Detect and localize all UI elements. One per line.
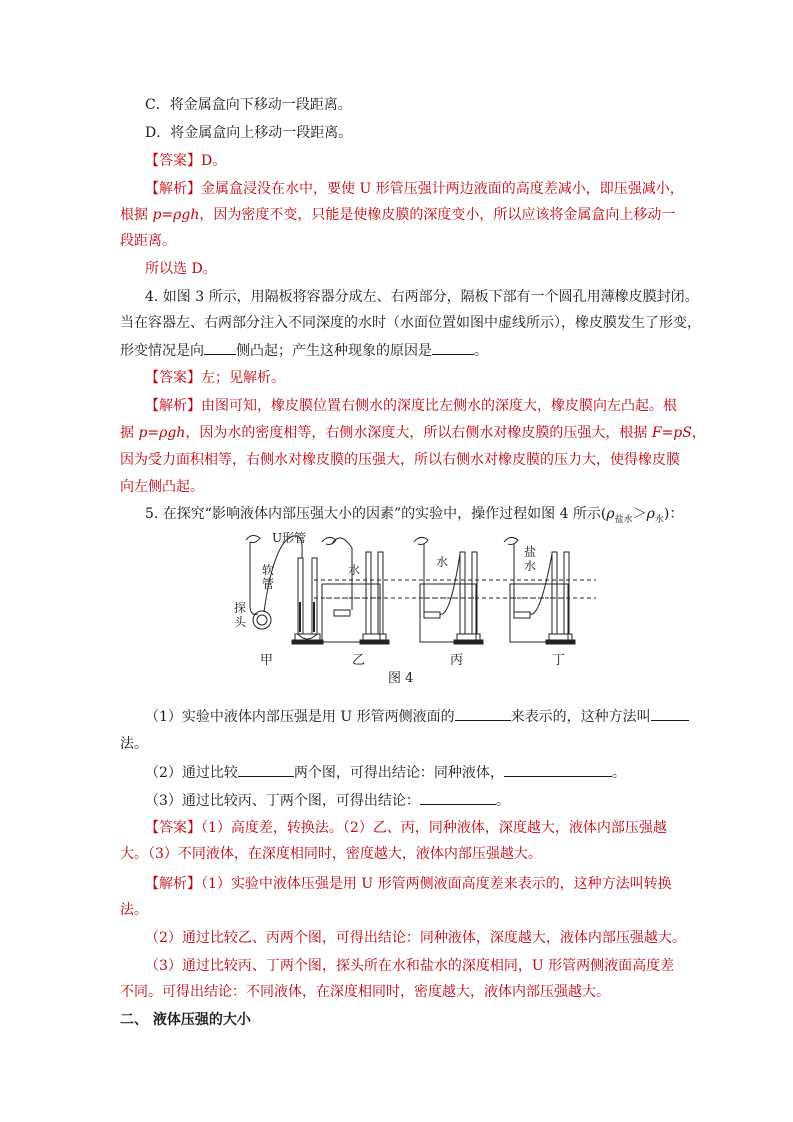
conclusion-line: 所以选 D。 xyxy=(145,261,217,277)
formula: ρ xyxy=(646,506,655,522)
probe-icon xyxy=(424,612,440,618)
question-stem xyxy=(120,340,488,361)
beaker xyxy=(420,584,476,642)
beaker xyxy=(510,584,568,642)
answer-line xyxy=(145,151,226,171)
answer-blank[interactable] xyxy=(420,790,496,805)
stem-text: （1）实验中液体内部压强是用 U 形管两侧液面的 xyxy=(145,709,455,725)
analysis-line: （3）通过比较丙、丁两个图，探头所在水和盐水的深度相同，U 形管两侧液面高度差 xyxy=(145,958,675,974)
label-brine: 盐 xyxy=(524,545,537,559)
stem-text: 5. 在探究“影响液体内部压强大小的因素”的实验中，操作过程如图 4 所示( xyxy=(145,506,607,522)
probe-icon xyxy=(514,612,530,618)
stem-text: 两个图，可得出结论：同种液体， xyxy=(293,765,504,781)
analysis-line xyxy=(120,205,675,225)
sub-question xyxy=(145,706,689,727)
answer-blank[interactable] xyxy=(238,762,294,777)
panel-yi xyxy=(322,537,389,644)
sub-question xyxy=(145,790,510,811)
sub-question xyxy=(145,762,626,783)
analysis-text: 金属盒浸没在水中，要使 U 形管压强计两边液面的高度差减小，即压强减小， xyxy=(201,181,684,197)
stem-text: 来表示的，这种方法叫 xyxy=(510,709,651,725)
subscript: 水 xyxy=(654,514,664,525)
figure-caption: 图 4 xyxy=(388,671,414,686)
stem-text: )： xyxy=(663,506,684,522)
label-probe: 头 xyxy=(234,615,247,629)
analysis-text: ，因为密度不变，只能是使橡皮膜的深度变小，所以应该将金属盒向上移动一 xyxy=(199,207,676,223)
answer-blank[interactable] xyxy=(651,706,689,721)
analysis-line xyxy=(120,423,706,443)
label-probe: 探 xyxy=(234,601,247,615)
label-hose: 软 xyxy=(262,563,275,577)
formula: p=ρgh xyxy=(152,207,200,223)
option-d: D．将金属盒向上移动一段距离。 xyxy=(145,125,353,141)
answer-blank[interactable] xyxy=(455,706,511,721)
label-u-tube: U形管 xyxy=(272,531,307,545)
label-water: 水 xyxy=(436,555,449,569)
analysis-line: 向左侧凸起。 xyxy=(120,479,204,495)
question-stem: 当在容器左、右两部分注入不同深度的水时（水面位置如图中虚线所示），橡皮膜发生了形变， xyxy=(120,315,701,331)
question-stem: 4. 如图 3 所示，用隔板将容器分成左、右两部分，隔板下部有一个圆孔用薄橡皮膜封闭。 xyxy=(145,289,699,305)
analysis-text: ，因为水的密度相等，右侧水深度大，所以右侧水对橡皮膜的压强大，根据 xyxy=(185,425,652,441)
answer-text: D。 xyxy=(201,153,227,169)
probe-icon xyxy=(334,610,350,616)
sub-question-cont: 法。 xyxy=(120,736,148,752)
stem-text: （3）通过比较丙、丁两个图，可得出结论： xyxy=(145,793,420,809)
answer-blank[interactable] xyxy=(432,340,474,355)
label-hose: 管 xyxy=(262,577,275,591)
panel-label: 甲 xyxy=(260,653,274,668)
formula: ρ xyxy=(606,506,615,522)
stem-text: 。 xyxy=(474,343,488,359)
analysis-line xyxy=(145,396,677,416)
answer-blank[interactable] xyxy=(504,762,612,777)
subscript: 盐水 xyxy=(614,514,633,525)
answer-text: （1）高度差，转换法。（2）乙、丙，同种液体，深度越大，液体内部压强越 xyxy=(201,820,667,836)
formula: p=ρgh xyxy=(138,425,186,441)
panel-label: 乙 xyxy=(352,653,366,668)
analysis-line: 因为受力面积相等，右侧水对橡皮膜的压强大，所以右侧水对橡皮膜的压力大，使得橡皮膜 xyxy=(120,452,680,468)
analysis-text: 由图可知，橡皮膜位置右侧水的深度比左侧水的深度大，橡皮膜向左凸起。根 xyxy=(201,398,677,414)
hand-icon xyxy=(504,537,518,544)
answer-tag: 【答案】 xyxy=(145,153,201,169)
panel-label: 丁 xyxy=(552,653,566,668)
option-c: C．将金属盒向下移动一段距离。 xyxy=(145,97,352,113)
hand-icon xyxy=(246,535,260,542)
analysis-text: ， xyxy=(691,425,706,441)
analysis-tag: 【解析】 xyxy=(145,398,201,414)
section-heading: 二、 液体压强的大小 xyxy=(120,1012,251,1028)
analysis-line xyxy=(145,874,672,894)
answer-tag: 【答案】 xyxy=(145,370,201,386)
analysis-text: 根据 xyxy=(120,207,153,223)
panel-ding xyxy=(504,537,575,644)
analysis-tag: 【解析】 xyxy=(145,876,201,892)
stem-text: 侧凸起；产生这种现象的原因是 xyxy=(236,343,432,359)
stem-text: 。 xyxy=(611,765,626,781)
analysis-tag: 【解析】 xyxy=(145,181,201,197)
analysis-line: 不同。可得出结论：不同液体，在深度相同时，密度越大，液体内部压强越大。 xyxy=(120,984,610,1000)
answer-line xyxy=(145,368,285,388)
stem-text: ＞ xyxy=(632,506,647,522)
analysis-line: （2）通过比较乙、丙两个图，可得出结论：同种液体，深度越大，液体内部压强越大。 xyxy=(145,930,686,946)
stem-text: 。 xyxy=(495,793,510,809)
answer-line xyxy=(145,818,667,838)
experiment-figure xyxy=(224,528,596,692)
formula: F=pS xyxy=(651,425,692,441)
stem-text: （2）通过比较 xyxy=(145,765,238,781)
analysis-line: 段距离。 xyxy=(120,233,176,249)
panel-bing xyxy=(414,537,483,644)
stem-text: 形变情况是向 xyxy=(120,343,204,359)
label-brine: 水 xyxy=(524,559,537,573)
question-stem xyxy=(145,504,683,530)
answer-blank[interactable] xyxy=(204,340,236,355)
answer-line: 大。（3）不同液体，在深度相同时，密度越大，液体内部压强越大。 xyxy=(120,846,542,862)
answer-tag: 【答案】 xyxy=(145,820,201,836)
label-water: 水 xyxy=(348,563,361,577)
analysis-text: （1）实验中液体压强是用 U 形管两侧液面高度差来表示的，这种方法叫转换 xyxy=(201,876,672,892)
analysis-line xyxy=(145,179,684,199)
hand-icon xyxy=(414,537,428,544)
answer-text: 左；见解析。 xyxy=(201,370,285,386)
analysis-text: 据 xyxy=(120,425,139,441)
panel-jia xyxy=(246,535,323,644)
panel-label: 丙 xyxy=(450,653,464,668)
probe-icon xyxy=(253,611,271,629)
analysis-line: 法。 xyxy=(120,902,148,918)
